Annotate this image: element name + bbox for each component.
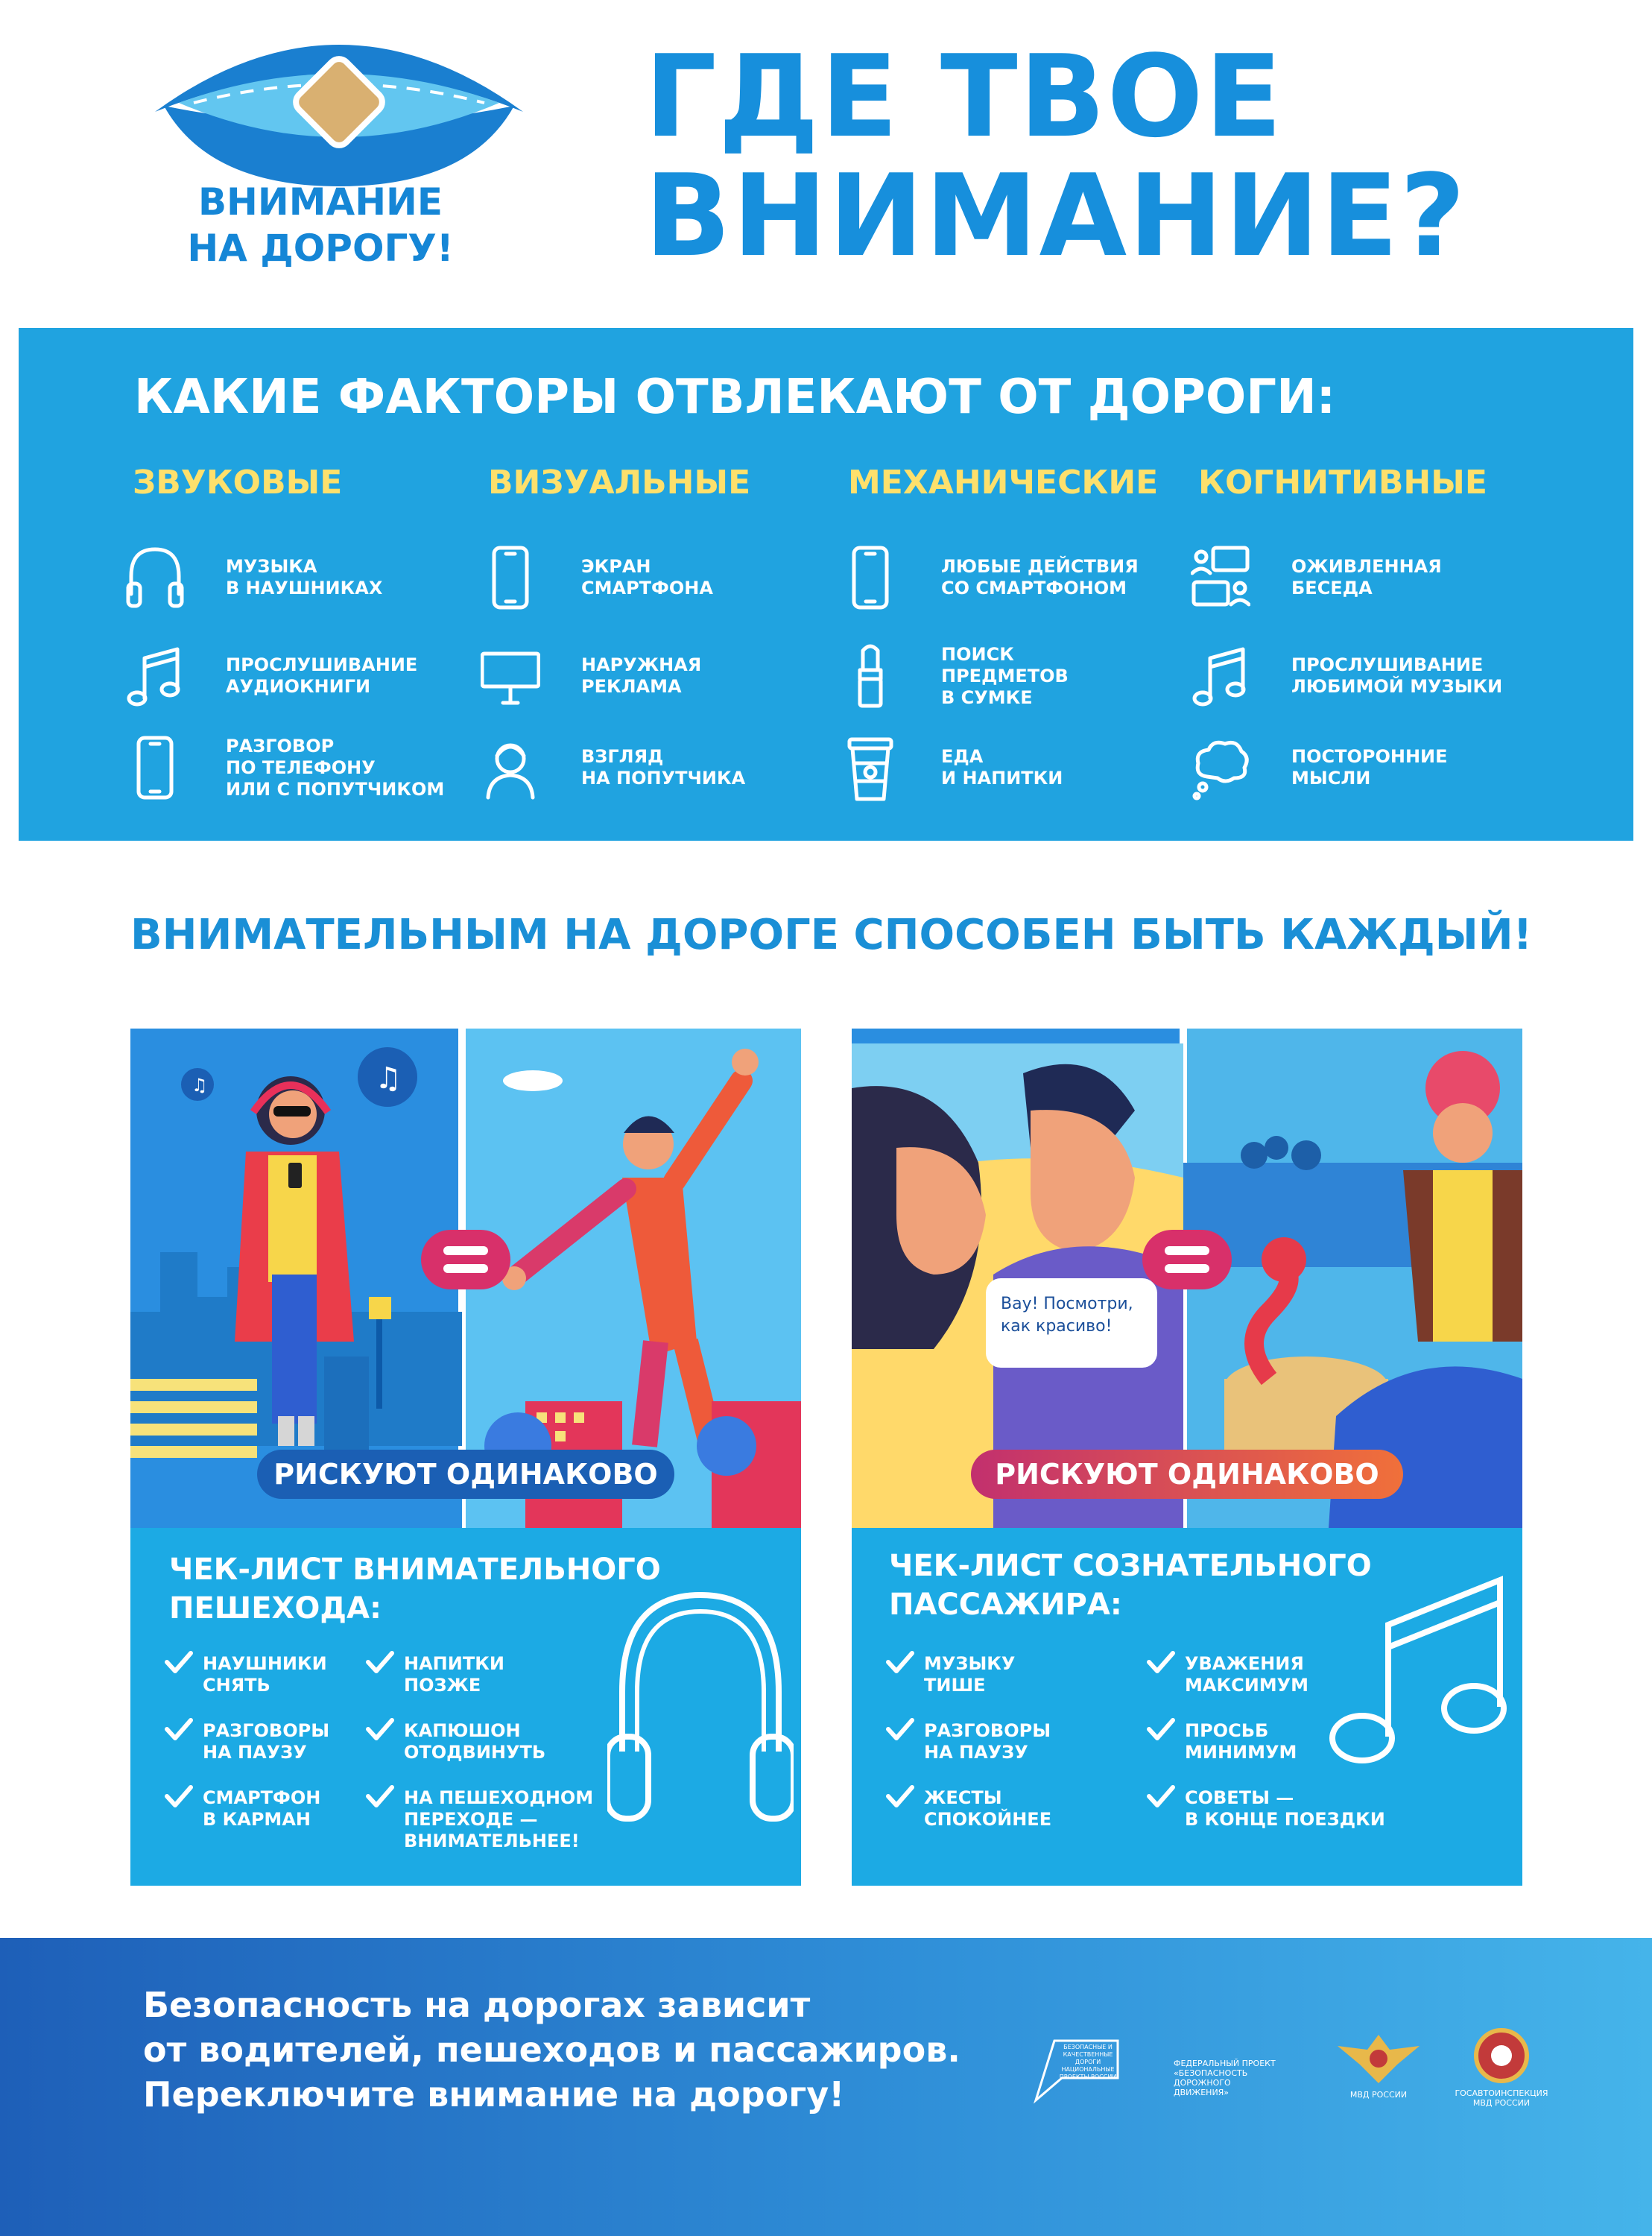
factor-item xyxy=(125,639,185,713)
logo-caption: БЕЗОПАСНЫЕ И КАЧЕСТВЕННЫЕ ДОРОГИ НАЦИОНАЛЬНЫЕ ПРОЕКТЫ РОССИИ xyxy=(1059,2044,1117,2080)
factor-label: ЕДА И НАПИТКИ xyxy=(941,746,1063,789)
checklist-item: РАЗГОВОРЫ НА ПАУЗУ xyxy=(203,1720,330,1763)
speech-bubble-text: Вау! Посмотри, как красиво! xyxy=(1001,1295,1133,1336)
thought-cloud-icon xyxy=(1191,730,1250,805)
smartphone-icon xyxy=(841,540,900,615)
checkmark-icon xyxy=(1146,1784,1176,1810)
checklist-item: ПРОСЬБ МИНИМУМ xyxy=(1185,1720,1297,1763)
svg-text:♫: ♫ xyxy=(192,1075,208,1096)
factor-label: ПРОСЛУШИВАНИЕ АУДИОКНИГИ xyxy=(226,654,418,697)
factor-item xyxy=(125,540,185,615)
checklist-item: КАПЮШОН ОТОДВИНУТЬ xyxy=(404,1720,546,1763)
factor-item xyxy=(1191,540,1250,615)
lipstick-icon xyxy=(841,639,900,713)
gibdd-emblem-icon xyxy=(1453,2026,1550,2085)
checklist-item: УВАЖЕНИЯ МАКСИМУМ xyxy=(1185,1653,1309,1696)
smartphone-icon xyxy=(481,540,540,615)
conversation-icon xyxy=(1191,540,1250,615)
music-note-icon xyxy=(1191,639,1250,713)
checklist-title: ЧЕК-ЛИСТ СОЗНАТЕЛЬНОГО ПАССАЖИРА: xyxy=(889,1549,1372,1622)
factor-label: МУЗЫКА В НАУШНИКАХ xyxy=(226,556,383,599)
eagle-emblem-icon xyxy=(1334,2027,1423,2087)
music-note-icon xyxy=(125,639,185,713)
smartphone-icon xyxy=(125,730,185,805)
svg-text:♫: ♫ xyxy=(375,1061,402,1096)
factor-item xyxy=(481,540,540,615)
billboard-icon xyxy=(481,639,540,713)
page-title-line-2: ВНИМАНИЕ? xyxy=(645,150,1467,282)
factor-label: ПОСТОРОННИЕ МЫСЛИ xyxy=(1291,746,1448,789)
checkmark-icon xyxy=(1146,1650,1176,1676)
factor-item xyxy=(1191,639,1250,713)
logo-line-2: НА ДОРОГУ! xyxy=(187,227,454,270)
checklist-item: НАПИТКИ ПОЗЖЕ xyxy=(404,1653,504,1696)
risk-pill: РИСКУЮТ ОДИНАКОВО xyxy=(257,1450,674,1499)
factor-item xyxy=(125,730,185,805)
checklist-item: НА ПЕШЕХОДНОМ ПЕРЕХОДЕ — ВНИМАТЕЛЬНЕЕ! xyxy=(404,1787,594,1851)
factor-label: РАЗГОВОР ПО ТЕЛЕФОНУ ИЛИ С ПОПУТЧИКОМ xyxy=(226,735,445,800)
passenger-card xyxy=(852,1029,1522,1886)
eye-logo-icon xyxy=(149,22,529,194)
checklist-item: МУЗЫКУ ТИШЕ xyxy=(924,1653,1016,1696)
category-title: ВИЗУАЛЬНЫЕ xyxy=(488,464,751,502)
headphones-icon xyxy=(125,540,185,615)
checkmark-icon xyxy=(365,1717,395,1743)
factor-label: НАРУЖНАЯ РЕКЛАМА xyxy=(581,654,702,697)
factor-item xyxy=(841,540,900,615)
headphones-icon xyxy=(607,1580,794,1834)
factor-label: ПОИСК ПРЕДМЕТОВ В СУМКЕ xyxy=(941,643,1069,708)
factor-label: ОЖИВЛЕННАЯ БЕСЕДА xyxy=(1291,556,1442,599)
music-note-icon xyxy=(1329,1565,1507,1789)
logo-caption: ГОСАВТОИНСПЕКЦИЯ МВД РОССИИ xyxy=(1455,2088,1548,2108)
category-title: МЕХАНИЧЕСКИЕ xyxy=(848,464,1159,502)
factor-label: ЭКРАН СМАРТФОНА xyxy=(581,556,713,599)
category-title: ЗВУКОВЫЕ xyxy=(133,464,343,502)
gibdd-logo xyxy=(1453,2026,1550,2112)
checklist-title: ЧЕК-ЛИСТ ВНИМАТЕЛЬНОГО ПЕШЕХОДА: xyxy=(169,1553,661,1626)
checklist-item: СМАРТФОН В КАРМАН xyxy=(203,1787,321,1830)
coffee-cup-icon xyxy=(841,730,900,805)
factor-label: ПРОСЛУШИВАНИЕ ЛЮБИМОЙ МУЗЫКИ xyxy=(1291,654,1503,697)
factors-title: КАКИЕ ФАКТОРЫ ОТВЛЕКАЮТ ОТ ДОРОГИ: xyxy=(134,370,1336,425)
factor-item xyxy=(1191,730,1250,805)
page-title-line-1: ГДЕ ТВОЕ xyxy=(645,31,1284,162)
logo-caption: МВД РОССИИ xyxy=(1349,2090,1408,2100)
factor-label: ЛЮБЫЕ ДЕЙСТВИЯ СО СМАРТФОНОМ xyxy=(941,556,1139,599)
factor-label: ВЗГЛЯД НА ПОПУТЧИКА xyxy=(581,746,746,789)
checklist-item: СОВЕТЫ — В КОНЦЕ ПОЕЗДКИ xyxy=(1185,1787,1385,1830)
slogan: ВНИМАТЕЛЬНЫМ НА ДОРОГЕ СПОСОБЕН БЫТЬ КАЖДЫЙ! xyxy=(130,911,1533,959)
factor-item xyxy=(481,730,540,805)
checkmark-icon xyxy=(1146,1717,1176,1743)
checkmark-icon xyxy=(365,1784,395,1810)
checklist-item: ЖЕСТЫ СПОКОЙНЕЕ xyxy=(924,1787,1052,1830)
logo-line-1: ВНИМАНИЕ xyxy=(197,180,443,224)
federal-project-logo: ФЕДЕРАЛЬНЫЙ ПРОЕКТ «БЕЗОПАСНОСТЬ ДОРОЖНОГО ДВИЖЕНИЯ» xyxy=(1174,2059,1276,2097)
checklist-item: НАУШНИКИ СНЯТЬ xyxy=(203,1653,327,1696)
checkmark-icon xyxy=(164,1650,194,1676)
national-projects-logo xyxy=(1032,2033,1121,2104)
person-icon xyxy=(481,730,540,805)
page-title xyxy=(645,31,1539,282)
checkmark-icon xyxy=(164,1784,194,1810)
category-title: КОГНИТИВНЫЕ xyxy=(1198,464,1487,502)
checkmark-icon xyxy=(885,1784,915,1810)
factor-item xyxy=(841,730,900,805)
factor-item xyxy=(481,639,540,713)
factor-item xyxy=(841,639,900,713)
checkmark-icon xyxy=(885,1650,915,1676)
footer-text: Безопасность на дорогах зависит от водителей, пешеходов и пассажиров. Переключите внимание на дорогу! xyxy=(143,1985,960,2115)
checkmark-icon xyxy=(365,1650,395,1676)
checkmark-icon xyxy=(164,1717,194,1743)
checklist-item: РАЗГОВОРЫ НА ПАУЗУ xyxy=(924,1720,1051,1763)
mvd-logo xyxy=(1334,2027,1423,2109)
checkmark-icon xyxy=(885,1717,915,1743)
risk-pill: РИСКУЮТ ОДИНАКОВО xyxy=(971,1450,1403,1499)
pedestrian-card xyxy=(130,1029,801,1886)
logo-text xyxy=(149,179,492,271)
